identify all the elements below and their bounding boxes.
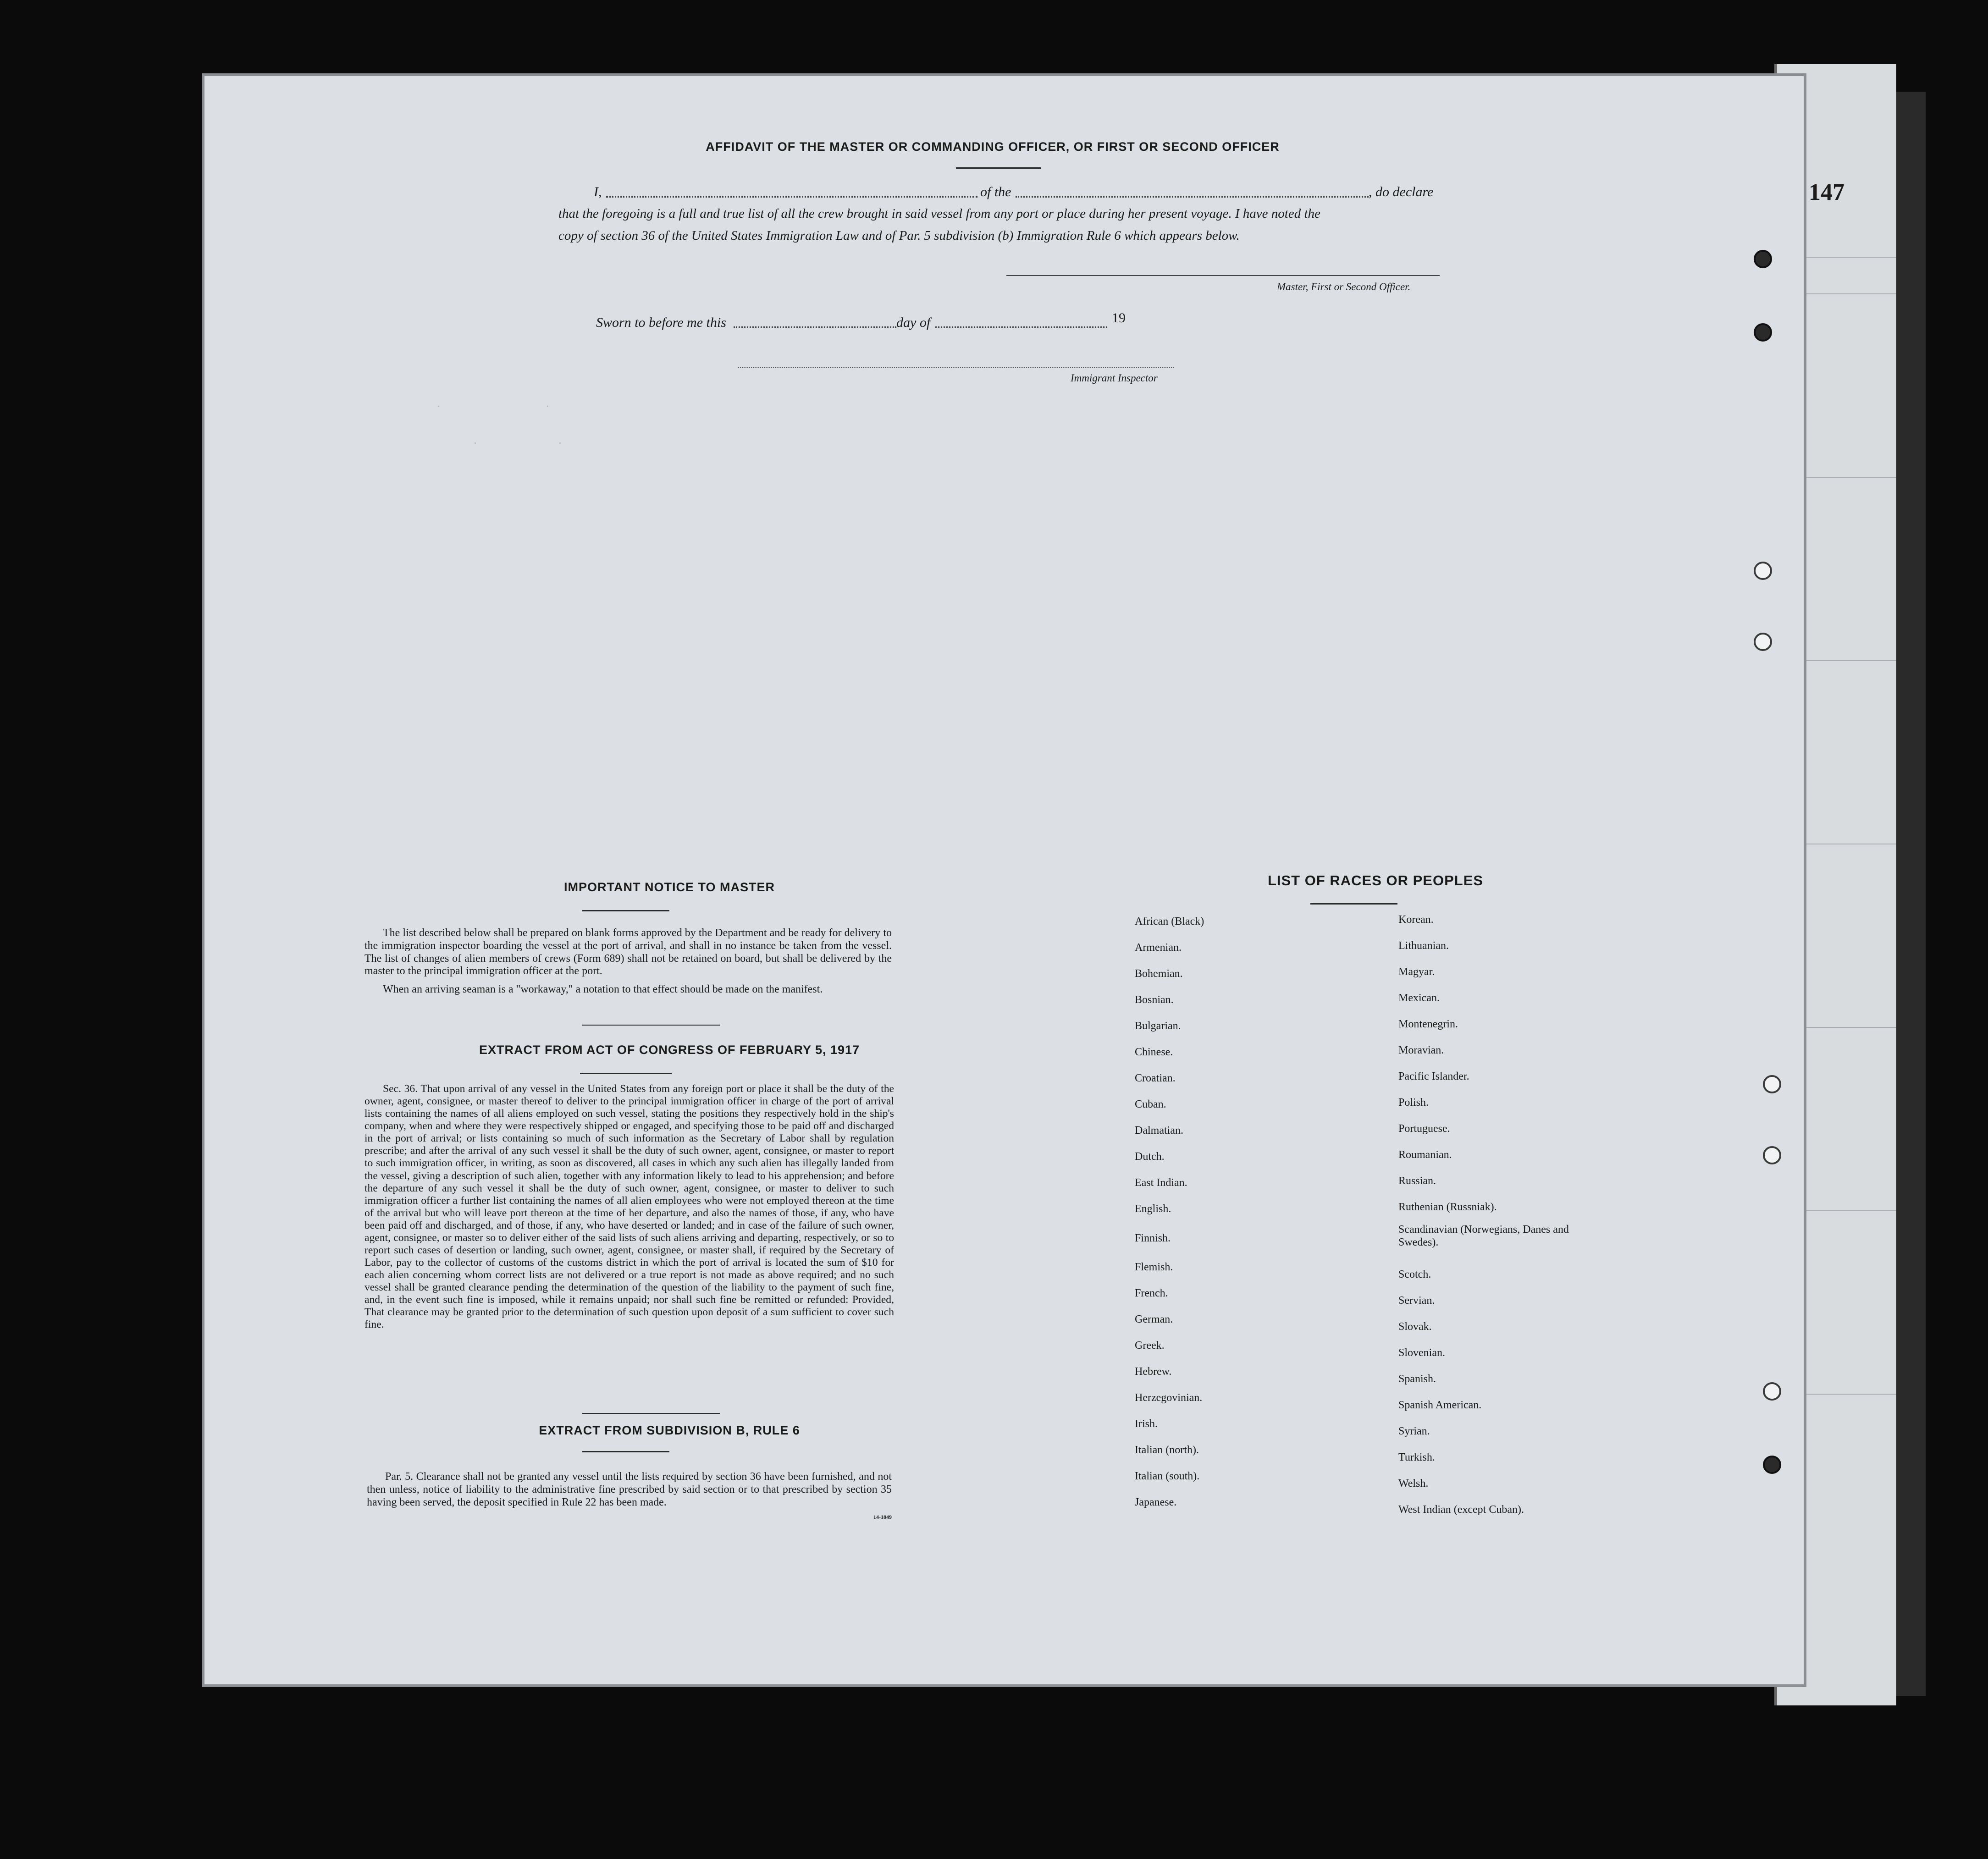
affidavit-title: AFFIDAVIT OF THE MASTER OR COMMANDING OFFICER, OR FIRST OR SECOND OFFICER: [706, 140, 1280, 154]
sworn-month-field[interactable]: [935, 326, 1107, 328]
race-item: Bohemian.: [1135, 968, 1183, 980]
declaration-line-2: that the foregoing is a full and true list of all the crew brought in said vessel from any port or place during her present voyage. I have noted the: [558, 206, 1320, 221]
race-item: Armenian.: [1135, 942, 1182, 954]
page-number: 147: [1809, 179, 1844, 205]
race-item: Mexican.: [1398, 992, 1440, 1004]
race-item: African (Black): [1135, 916, 1204, 927]
race-item: Cuban.: [1135, 1098, 1166, 1110]
inspector-signature-line[interactable]: [738, 367, 1174, 368]
act-divider: [582, 1413, 720, 1414]
race-item: Ruthenian (Russniak).: [1398, 1201, 1497, 1213]
race-item: Irish.: [1135, 1418, 1158, 1430]
race-item: Italian (south).: [1135, 1470, 1200, 1482]
paragraph-5-text: Par. 5. Clearance shall not be granted any vessel until the lists required by section 36 have been furnished, and not then unless, notice of liability to the administrative fine prescribed by said section or to that prescribed by section 35 having been served, the deposit specified in Rule 22 has been made.: [367, 1471, 892, 1508]
race-item: Portuguese.: [1398, 1123, 1450, 1135]
title-rule: [956, 167, 1041, 169]
inspector-label: Immigrant Inspector: [1071, 372, 1158, 384]
race-item: Pacific Islander.: [1398, 1070, 1469, 1082]
race-item: Dalmatian.: [1135, 1125, 1183, 1136]
races-right-column: [1398, 907, 1582, 1523]
race-item: Croatian.: [1135, 1072, 1176, 1084]
notice-paragraph-1: The list described below shall be prepared on blank forms approved by the Department and be ready for delivery to the immigration inspector boarding the vessel at the port of arrival, and shall in no instance be taken from the vessel. The list of changes of alien members of crews (Form 689) shall not be retained on board, but shall be delivered by the master to the principal immigration officer at the port.: [364, 927, 892, 977]
binder-hole: [1763, 1382, 1781, 1401]
sworn-label: Sworn to before me this: [596, 315, 726, 330]
race-item: Chinese.: [1135, 1046, 1173, 1058]
binder-hole: [1754, 562, 1772, 580]
race-item: Scotch.: [1398, 1269, 1431, 1280]
race-item: Herzegovinian.: [1135, 1392, 1203, 1404]
race-item: Roumanian.: [1398, 1149, 1452, 1161]
race-item: West Indian (except Cuban).: [1398, 1504, 1524, 1516]
race-item: Montenegrin.: [1398, 1018, 1458, 1030]
binder-hole: [1763, 1456, 1781, 1474]
binder-hole: [1763, 1146, 1781, 1164]
declaration-line-3: copy of section 36 of the United States Immigration Law and of Par. 5 subdivision (b) Immigration Rule 6 which appears below.: [558, 228, 1240, 243]
races-title: LIST OF RACES OR PEOPLES: [1267, 872, 1484, 888]
race-item: Polish.: [1398, 1097, 1429, 1109]
binder-hole: [1754, 323, 1772, 342]
race-item: Hebrew.: [1135, 1366, 1172, 1378]
form-number: 14-1849: [873, 1514, 892, 1520]
race-item: Spanish American.: [1398, 1399, 1482, 1411]
act-extract-title: EXTRACT FROM ACT OF CONGRESS OF FEBRUARY 5, 1917: [479, 1043, 860, 1057]
races-left-column: [1135, 909, 1204, 1516]
notice-title: IMPORTANT NOTICE TO MASTER: [564, 880, 775, 894]
race-item: Moravian.: [1398, 1044, 1444, 1056]
officer-name-field[interactable]: [606, 196, 977, 198]
race-item: French.: [1135, 1287, 1168, 1299]
race-item: Russian.: [1398, 1175, 1436, 1187]
race-item: Dutch.: [1135, 1151, 1165, 1163]
race-item: Flemish.: [1135, 1261, 1173, 1273]
sworn-day-of: day of: [896, 315, 931, 330]
declaration-start: I,: [594, 184, 602, 199]
race-item: Korean.: [1398, 914, 1434, 926]
notice-divider: [582, 1025, 720, 1026]
declaration-mid: of the: [980, 184, 1011, 199]
sworn-year: 19: [1112, 310, 1126, 325]
rule-extract-title: EXTRACT FROM SUBDIVISION B, RULE 6: [539, 1423, 800, 1437]
race-item: Syrian.: [1398, 1425, 1430, 1437]
master-signature-line[interactable]: [1006, 275, 1440, 276]
race-item: Turkish.: [1398, 1451, 1435, 1463]
signature-label: Master, First or Second Officer.: [1277, 281, 1411, 292]
race-item: English.: [1135, 1203, 1171, 1215]
race-item: Bulgarian.: [1135, 1020, 1181, 1032]
race-item: Magyar.: [1398, 966, 1435, 978]
race-item: Greek.: [1135, 1340, 1165, 1351]
race-item: Italian (north).: [1135, 1444, 1199, 1456]
race-item: Slovenian.: [1398, 1347, 1445, 1359]
race-item: Lithuanian.: [1398, 940, 1449, 952]
declaration-end: , do declare: [1369, 184, 1434, 199]
section-36-text: Sec. 36. That upon arrival of any vessel in the United States from any foreign port or place it shall be the duty of the owner, agent, consignee, or master thereof to deliver to the principal immigration officer in charge of the port of arrival lists containing the names of all aliens employed on such vessel, stating the positions they respectively hold in the ship's company, when and where they were respectively shipped or engaged, and specifying those to be paid off and discharged in the port of arrival; or lists containing so much of such information as the Secretary of Labor shall by regulation prescribe; and after the arrival of any such vessel it shall be the duty of such owner, agent, consignee, or master to report to such immigration officer, in writing, as soon as discovered, all cases in which any such alien has illegally landed from the vessel, giving a description of such alien, together with any information likely to lead to his apprehension; and before the departure of any such vessel it shall be the duty of such owner, agent, consignee, or master to deliver to such immigration officer a further list containing the names of all alien employees who were not employed thereon at the time of the arrival but who will leave port thereon at the time of her departure, and also the names of those, if any, who have been paid off and discharged, and of those, if any, who have deserted or landed; and in case of the failure of such owner, agent, consignee, or master so to deliver either of the said lists of such aliens arriving and departing, respectively, or so to report such cases of desertion or landing, such owner, agent, consignee, or master shall, if required by the Secretary of Labor, pay to the collector of customs of the customs district in which the port of arrival is located the sum of $10 for each alien concerning whom correct lists are not delivered or a true report is not made as above required; and no such vessel shall be granted clearance pending the determination of the question of the liability to the payment of such fine, and, in the event such fine is imposed, while it remains unpaid; nor shall such fine be remitted or refunded: Provided, That clearance may be granted prior to the determination of such question upon deposit of a sum sufficient to cover such fine.: [364, 1083, 894, 1331]
race-item: Servian.: [1398, 1295, 1435, 1307]
race-item: Spanish.: [1398, 1373, 1436, 1385]
race-item: Bosnian.: [1135, 994, 1174, 1006]
vessel-name-field[interactable]: [1016, 196, 1369, 198]
race-item: Welsh.: [1398, 1478, 1429, 1489]
rule-extract-rule: [582, 1451, 669, 1452]
race-item: East Indian.: [1135, 1177, 1187, 1189]
sworn-day-field[interactable]: [734, 326, 896, 328]
race-item: Finnish.: [1135, 1232, 1171, 1244]
binder-hole: [1754, 250, 1772, 268]
races-rule: [1310, 903, 1397, 905]
notice-rule: [582, 910, 669, 911]
race-item: Japanese.: [1135, 1496, 1177, 1508]
binder-hole: [1754, 633, 1772, 651]
binder-hole: [1763, 1075, 1781, 1093]
race-item: German.: [1135, 1313, 1173, 1325]
act-extract-rule: [580, 1073, 672, 1074]
race-item: Slovak.: [1398, 1321, 1432, 1333]
notice-paragraph-2: When an arriving seaman is a "workaway," a notation to that effect should be made on the manifest.: [383, 983, 823, 995]
race-item: Scandinavian (Norwegians, Danes and Swedes).: [1398, 1224, 1569, 1248]
